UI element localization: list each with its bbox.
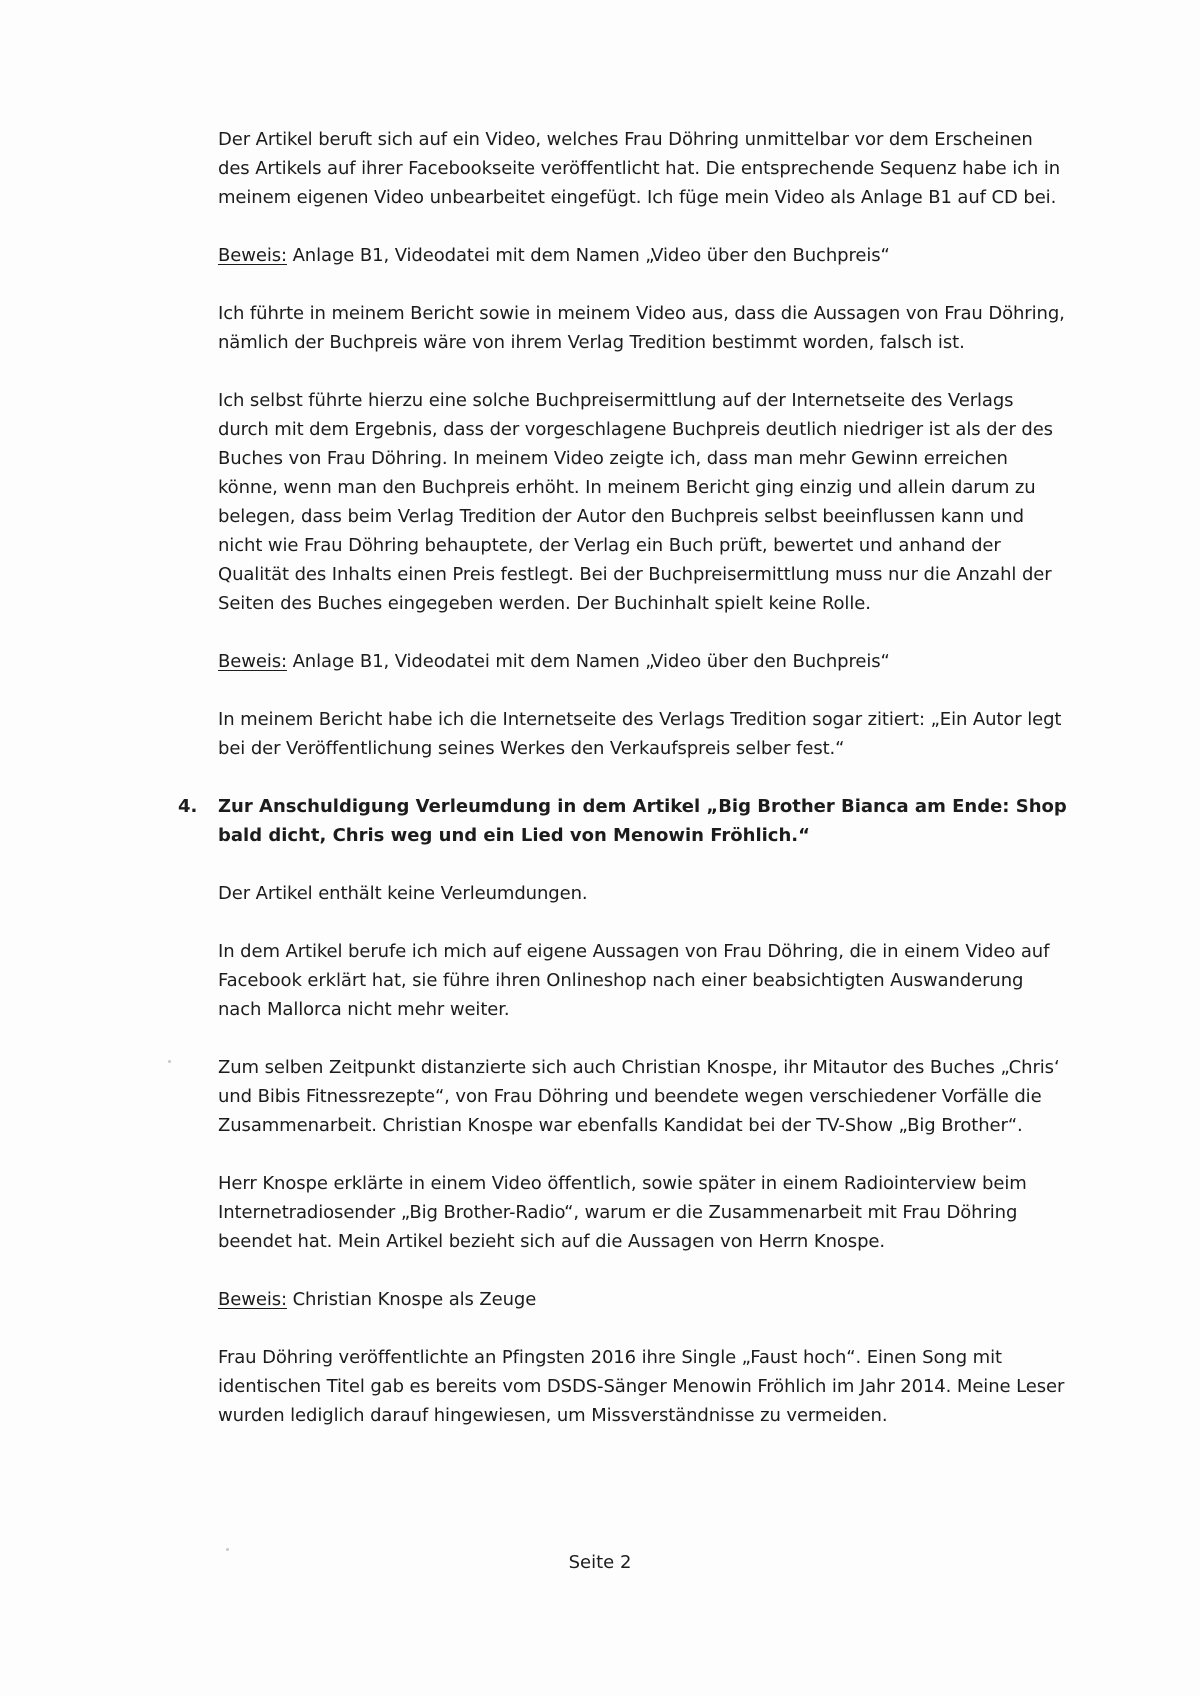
page-number: Seite 2 xyxy=(568,1552,632,1573)
section-number: 4. xyxy=(178,796,198,817)
section-4 xyxy=(178,792,1068,850)
paragraph-no-defamation: Der Artikel enthält keine Verleumdungen. xyxy=(218,883,588,904)
scan-speck xyxy=(168,1060,171,1063)
proof-text: Anlage B1, Videodatei mit dem Namen „Video über den Buchpreis“ xyxy=(286,651,890,672)
proof-line-3 xyxy=(218,1285,1068,1314)
proof-label: Beweis: xyxy=(218,651,287,672)
proof-text: Christian Knospe als Zeuge xyxy=(286,1289,537,1310)
paragraph-knospe-distance: Zum selben Zeitpunkt distanzierte sich auch Christian Knospe, ihr Mitautor des Buches „Chris‘ und Bibis Fitnessrezepte“, von Frau Döhring und beendete wegen verschiedener Vorfälle die Zusammenarbeit. Christian Knospe war ebenfalls Kandidat bei der TV-Show „Big Brother“. xyxy=(218,1057,1060,1136)
paragraph-knospe-interview: Herr Knospe erklärte in einem Video öffentlich, sowie später in einem Radiointerview beim Internetradiosender „Big Brother-Radio“, warum er die Zusammenarbeit mit Frau Döhring beendet hat. Mein Artikel bezieht sich auf die Aussagen von Herrn Knospe. xyxy=(218,1173,1027,1252)
section-heading: Zur Anschuldigung Verleumdung in dem Artikel „Big Brother Bianca am Ende: Shop bald dicht, Chris weg und ein Lied von Menowin Fröhlich.“ xyxy=(218,796,1067,846)
document-body xyxy=(178,125,1068,1459)
paragraph-own-statements: In dem Artikel berufe ich mich auf eigene Aussagen von Frau Döhring, die in einem Video auf Facebook erklärt hat, sie führe ihren Onlineshop nach einer beabsichtigten Auswanderung nach Mallorca nicht mehr weiter. xyxy=(218,941,1050,1020)
proof-line-1 xyxy=(218,241,1068,270)
paragraph-claim-false: Ich führte in meinem Bericht sowie in meinem Video aus, dass die Aussagen von Frau Döhring, nämlich der Buchpreis wäre von ihrem Verlag Tredition bestimmt worden, falsch ist. xyxy=(218,303,1065,353)
paragraph-article-video: Der Artikel beruft sich auf ein Video, welches Frau Döhring unmittelbar vor dem Erscheinen des Artikels auf ihrer Facebookseite veröffentlicht hat. Die entsprechende Sequenz habe ich in meinem eigenen Video unbearbeitet eingefügt. Ich füge mein Video als Anlage B1 auf CD bei. xyxy=(218,129,1061,208)
paragraph-quote: In meinem Bericht habe ich die Internetseite des Verlags Tredition sogar zitiert: „Ein Autor legt bei der Veröffentlichung seines Werkes den Verkaufspreis selber fest.“ xyxy=(218,709,1062,759)
proof-label: Beweis: xyxy=(218,245,287,266)
proof-label: Beweis: xyxy=(218,1289,287,1310)
proof-text: Anlage B1, Videodatei mit dem Namen „Video über den Buchpreis“ xyxy=(286,245,890,266)
paragraph-single-release: Frau Döhring veröffentlichte an Pfingsten 2016 ihre Single „Faust hoch“. Einen Song mit identischen Titel gab es bereits vom DSDS-Sänger Menowin Fröhlich im Jahr 2014. Meine Leser wurden lediglich darauf hingewiesen, um Missverständnisse zu vermeiden. xyxy=(218,1347,1065,1426)
paragraph-price-calculation: Ich selbst führte hierzu eine solche Buchpreisermittlung auf der Internetseite des Verlags durch mit dem Ergebnis, dass der vorgeschlagene Buchpreis deutlich niedriger ist als der des Buches von Frau Döhring. In meinem Video zeigte ich, dass man mehr Gewinn erreichen könne, wenn man den Buchpreis erhöht. In meinem Bericht ging einzig und allein darum zu belegen, dass beim Verlag Tredition der Autor den Buchpreis selbst beeinflussen kann und nicht wie Frau Döhring behauptete, der Verlag ein Buch prüft, bewertet und anhand der Qualität des Inhalts einen Preis festlegt. Bei der Buchpreisermittlung muss nur die Anzahl der Seiten des Buches eingegeben werden. Der Buchinhalt spielt keine Rolle. xyxy=(218,390,1053,614)
proof-line-2 xyxy=(218,647,1068,676)
